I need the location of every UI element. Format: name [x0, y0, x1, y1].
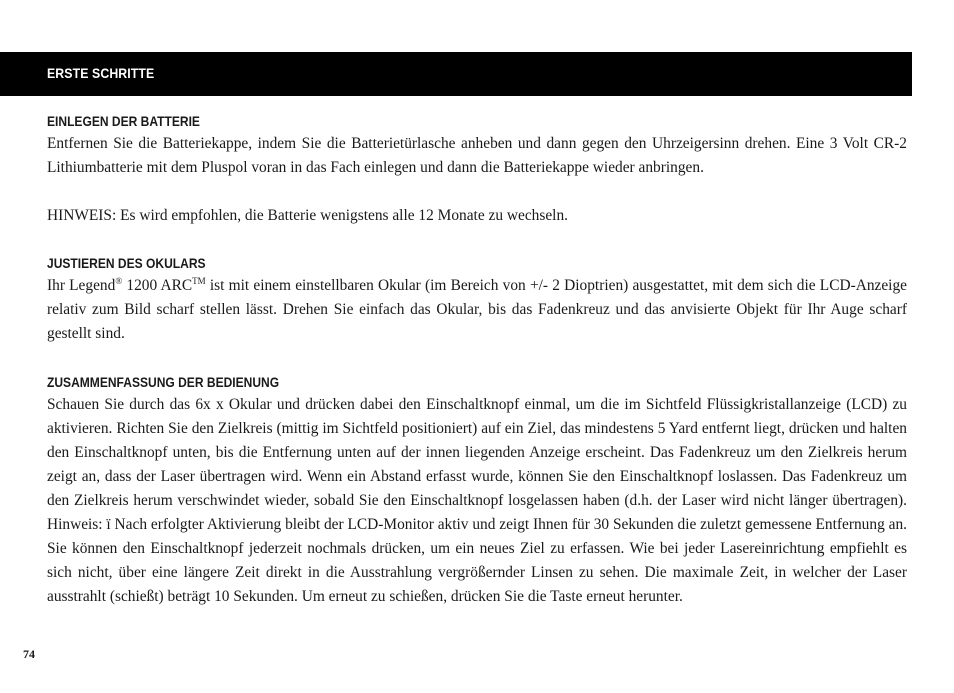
registered-mark: ®: [115, 276, 123, 287]
page-number: 74: [23, 647, 35, 661]
eyepiece-text-part2: 1200 ARC: [122, 277, 193, 295]
operation-paragraph: Schauen Sie durch das 6x x Okular und drücken dabei den Einschaltknopf einmal, um die im Sichtfeld Flüssigkristallanzeige (LCD) zu aktivieren. Richten Sie den Zielkreis (mittig im Sichtfeld positioniert) auf ein Ziel, das mindestens 5 Yard entfernt liegt, drücken und halten den Einschaltknopf unten, bis die Entfernung unten auf der innen liegenden Anzeige erscheint. Das Fadenkreuz um den Zielkreis herum zeigt an, dass der Laser übertragen wird. Wenn ein Abstand erfasst wurde, können Sie den Einschaltknopf loslassen. Das Fadenkreuz um den Zielkreis herum verschwindet wieder, sobald Sie den Einschaltknopf losgelassen haben (d.h. der Laser wird nicht länger übertragen). Hinweis: ï Nach erfolgter Aktivierung bleibt der LCD-Monitor aktiv und zeigt Ihnen für 30 Sekunden die zuletzt gemessene Entfernung an. Sie können den Einschaltknopf jederzeit nochmals drücken, um ein neues Ziel zu erfassen. Wie bei jeder Lasereinrichtung empfiehlt es sich nicht, über eine längere Zeit direkt in die Ausstrahlung vergrößernder Linsen zu sehen. Die maximale Zeit, in welcher der Laser ausstrahlt (schießt) beträgt 10 Sekunden. Um erneut zu schießen, drücken Sie die Taste erneut herunter.: [47, 395, 907, 606]
spacer: [47, 347, 907, 371]
eyepiece-text-part1: Ihr Legend: [47, 277, 116, 295]
battery-heading: EINLEGEN DER BATTERIE: [47, 113, 200, 129]
document-body: [47, 110, 907, 609]
section-header-bar: [0, 52, 912, 96]
battery-note: HINWEIS: Es wird empfohlen, die Batterie wenigstens alle 12 Monate zu wechseln.: [47, 207, 568, 225]
battery-paragraph: Entfernen Sie die Batteriekappe, indem Sie die Batterietürlasche anheben und dann gegen den Uhrzeigersinn drehen. Eine 3 Volt CR-2 Lithiumbatterie mit dem Pluspol voran in das Fach einlegen und dann die Batteriekappe wieder anbringen.: [47, 135, 907, 177]
trademark-mark: TM: [192, 276, 206, 287]
spacer: [47, 228, 907, 252]
operation-heading: ZUSAMMENFASSUNG DER BEDIENUNG: [47, 373, 280, 390]
eyepiece-text-part3: ist mit einem einstellbaren Okular (im Bereich von +/- 2 Dioptrien) ausgestattet, mit dem sich die LCD-Anzeige relativ zum Bild scharf stellen lässt. Drehen Sie einfach das Okular, bis das Fadenkreuz und das anvisierte Objekt für Ihr Auge scharf gestellt sind.: [47, 277, 907, 343]
spacer: [47, 180, 907, 204]
section-title: ERSTE SCHRITTE: [47, 65, 155, 81]
eyepiece-paragraph: [47, 274, 907, 346]
eyepiece-heading: JUSTIEREN DES OKULARS: [47, 255, 206, 272]
